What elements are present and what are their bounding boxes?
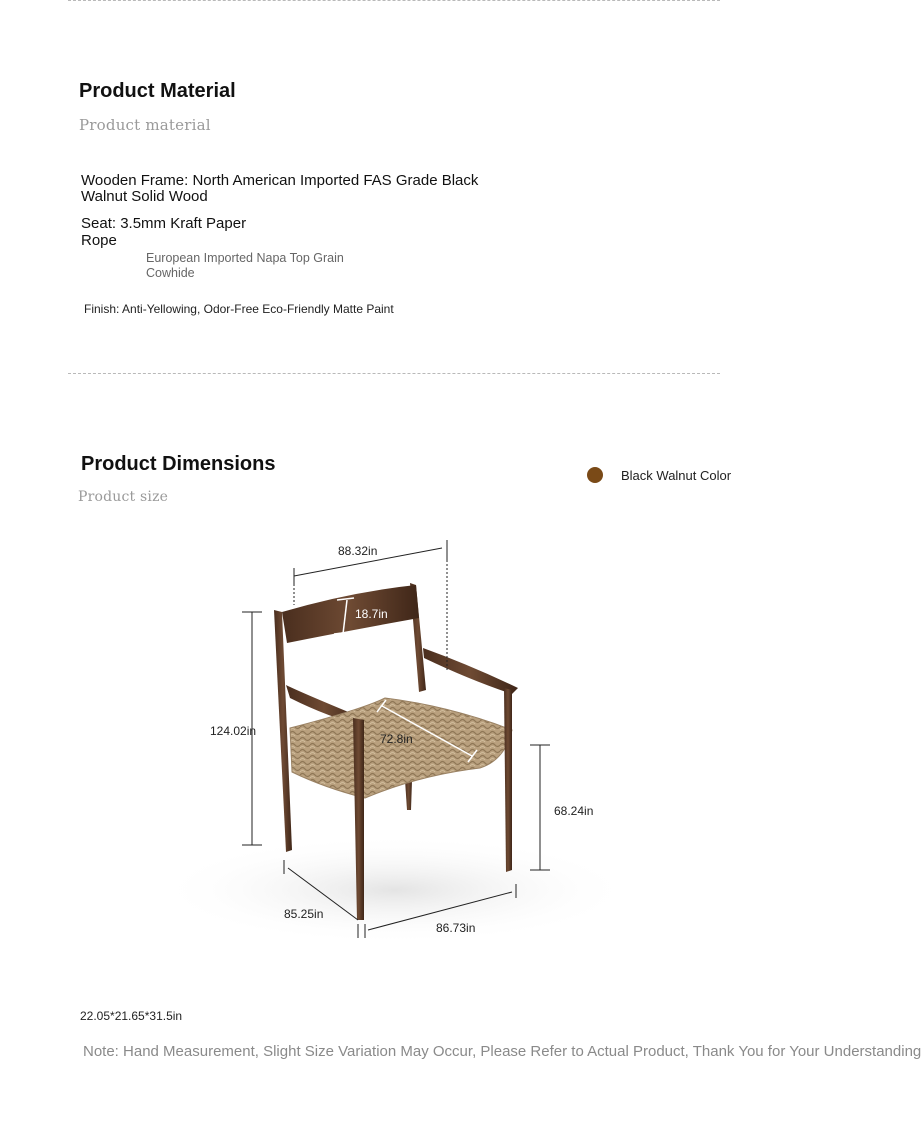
dim-width-label: 86.73in [436,921,476,935]
material-title: Product Material [79,80,236,102]
dim-seat-depth-label: 72.8in [380,732,413,746]
arm-right [423,648,518,694]
material-leather-line2: Cowhide [146,266,195,280]
material-seat-line1: Seat: 3.5mm Kraft Paper [81,215,247,232]
floor-shadow [155,835,635,945]
dim-depth-label: 85.25in [284,907,324,921]
dimensions-subtitle: Product size [78,489,169,505]
back-inner-leg [405,780,412,810]
section-divider [68,373,720,374]
material-seat-line2: Rope [81,232,117,249]
seat [290,698,512,798]
backrest [282,585,419,643]
measurement-note: Note: Hand Measurement, Slight Size Variation May Occur, Please Refer to Actual Product, Thank You for Your Understanding [83,1043,921,1060]
material-frame-line2: Walnut Solid Wood [81,188,208,205]
color-swatch [587,467,603,483]
color-label: Black Walnut Color [621,468,732,483]
dimensions-title: Product Dimensions [81,453,276,475]
material-leather-line1: European Imported Napa Top Grain [146,251,344,265]
dim-top-width-label: 88.32in [338,544,378,558]
back-left-leg [274,610,292,852]
dim-backrest-label: 18.7in [355,607,388,621]
chair-illustration [0,520,790,1040]
size-line: 22.05*21.65*31.5in [80,1009,183,1023]
material-finish: Finish: Anti-Yellowing, Odor-Free Eco-Friendly Matte Paint [84,302,394,316]
dim-height-label: 124.02in [210,724,257,738]
material-subtitle: Product material [79,116,211,134]
material-frame-line1: Wooden Frame: North American Imported FAS Grade Black [81,172,479,189]
top-divider [68,0,720,1]
dim-seat-height-label: 68.24in [554,804,594,818]
